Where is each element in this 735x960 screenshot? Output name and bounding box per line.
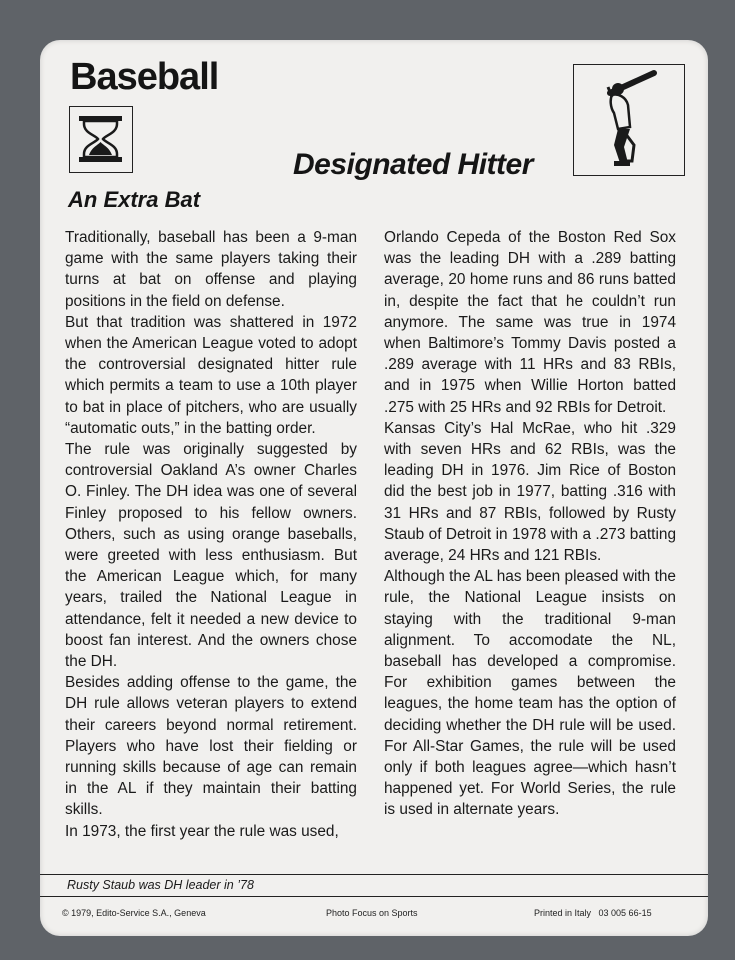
sports-card	[40, 40, 708, 936]
paragraph: Traditionally, baseball has been a 9-man game with the same players taking their turns at bat on offense and playing positions in the field on defense.	[65, 229, 357, 310]
batter-icon	[573, 64, 685, 176]
photo-credit: Photo Focus on Sports	[326, 908, 418, 918]
paragraph: The rule was originally suggested by controversial Oakland A’s owner Charles O. Finley. The DH idea was one of several Finley proposed to his fellow owners. Others, such as using orange baseballs, were greeted with less enthusiasm. But the American League which, for many years, trailed the National League in attendance, felt it needed a new device to boost fan interest. And the owners chose the DH.	[65, 441, 357, 671]
paragraph: Orlando Cepeda of the Boston Red Sox was the leading DH with a .289 batting average, 20 home runs and 86 runs batted in, despite the fact that he couldn’t run anymore. The same was true in 1974 when Baltimore’s Tommy Davis posted a .289 average with 11 HRs and 83 RBIs, and in 1975 when Willie Horton batted .275 with 25 HRs and 92 RBIs for Detroit.	[384, 229, 676, 416]
paragraph: But that tradition was shattered in 1972 when the American League voted to adopt the controversial designated hitter rule which permits a team to use a 10th player to bat in place of pitchers, who are usually “automatic outs,” in the batting order.	[65, 313, 357, 437]
paragraph: In 1973, the first year the rule was used,	[65, 822, 339, 840]
sport-heading: Baseball	[70, 56, 219, 98]
card-title: Designated Hitter	[293, 148, 533, 181]
body-column-right	[384, 227, 676, 821]
print-info: Printed in Italy 03 005 66-15	[534, 908, 652, 918]
paragraph: Kansas City’s Hal McRae, who hit .329 with seven HRs and 62 RBIs, was the leading DH in 1976. Jim Rice of Boston did the best job in 1977, batting .316 with 31 HRs and 87 RBIs, followed by Rusty Staub of Detroit in 1978 with a .273 batting average, 24 HRs and 121 RBIs.	[384, 419, 676, 565]
card-subtitle: An Extra Bat	[68, 187, 201, 212]
body-column-left	[65, 227, 357, 842]
paragraph: Although the AL has been pleased with the rule, the National League insists on staying with the traditional 9-man alignment. To accomodate the NL, baseball has developed a compromise. For exhibition games between the leagues, the home team has the option of deciding whether the DH rule will be used. For All-Star Games, the rule will be used only if both leagues agree—which hasn’t happened yet. For World Series, the rule is used in alternate years.	[384, 568, 676, 819]
caption-bottom-rule	[40, 896, 708, 897]
hourglass-icon	[69, 106, 133, 173]
paragraph: Besides adding offense to the game, the DH rule allows veteran players to extend their careers beyond normal retirement. Players who have lost their fielding or running skills because of age can remain in the AL if they maintain their batting skills.	[65, 674, 357, 819]
copyright-text: © 1979, Edito-Service S.A., Geneva	[62, 908, 206, 918]
caption-top-rule	[40, 874, 708, 875]
photo-caption: Rusty Staub was DH leader in ’78	[67, 878, 254, 892]
